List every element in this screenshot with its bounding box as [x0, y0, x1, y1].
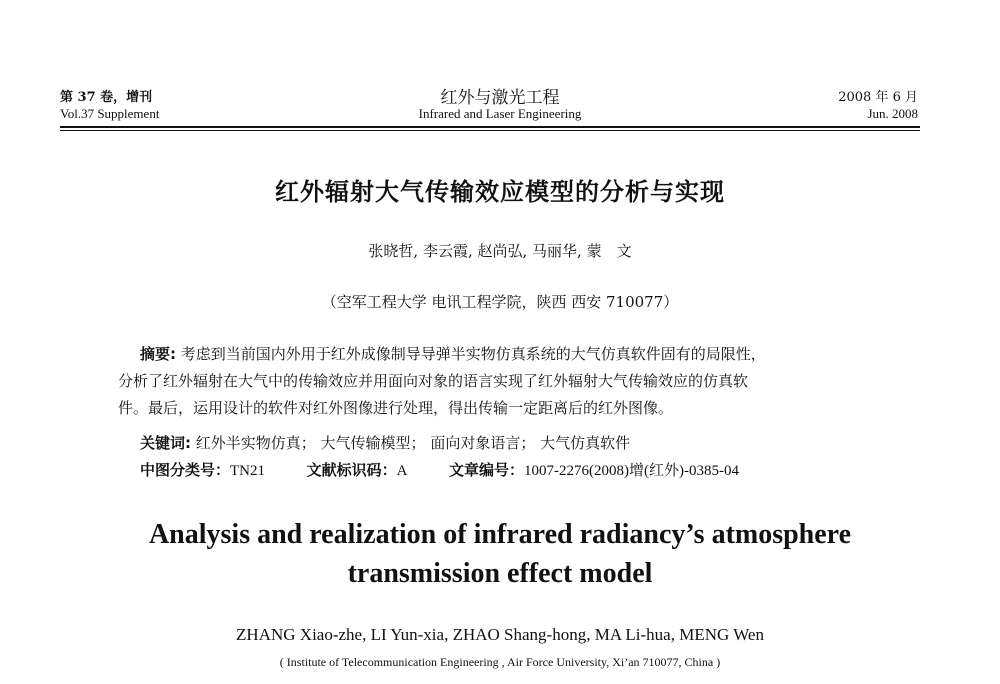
article-number-value: 1007-2276(2008)增(红外)-0385-04 — [524, 463, 739, 479]
keywords-label: 关键词: — [140, 434, 191, 452]
volume-label-en: Vol.37 Supplement — [60, 106, 160, 121]
doc-code-label: 文献标识码： — [306, 461, 397, 479]
header-rule-thick — [60, 126, 920, 128]
header-rule-thin — [60, 130, 920, 131]
keywords — [140, 432, 630, 453]
issue-date-en: Jun. 2008 — [867, 106, 918, 121]
paper-title-en-line-1: Analysis and realization of infrared radiancy’s atmosphere — [148, 519, 852, 550]
article-number-label: 文章编号： — [449, 461, 525, 479]
abstract — [118, 341, 908, 422]
keywords-text: 红外半实物仿真； 大气传输模型； 面向对象语言； 大气仿真软件 — [195, 434, 631, 452]
issue-date: 2008 年 6 月 — [838, 90, 918, 105]
volume-label: 第 37 卷，增刊 — [60, 90, 153, 105]
clc-label: 中图分类号： — [140, 461, 231, 479]
abstract-line-3: 件。最后，运用设计的软件对红外图像进行处理，得出传输一定距离后的红外图像。 — [118, 399, 674, 417]
authors-cn: 张晓哲, 李云霞, 赵尚弘, 马丽华, 蒙 文 — [368, 242, 632, 260]
journal-name: 红外与激光工程 — [440, 88, 560, 108]
affiliation-cn: （空军工程大学 电讯工程学院，陕西 西安 710077） — [321, 293, 679, 311]
classification-line — [140, 459, 739, 480]
journal-name-en: Infrared and Laser Engineering — [418, 106, 582, 121]
abstract-line-2: 分析了红外辐射在大气中的传输效应并用面向对象的语言实现了红外辐射大气传输效应的仿真软 — [118, 372, 749, 390]
clc-value: TN21 — [230, 463, 266, 479]
paper-title-cn: 红外辐射大气传输效应模型的分析与实现 — [275, 178, 725, 206]
abstract-label: 摘要: — [140, 345, 176, 363]
authors-en: ZHANG Xiao-zhe, LI Yun-xia, ZHAO Shang-hong, MA Li-hua, MENG Wen — [236, 625, 764, 644]
abstract-text-1: 考虑到当前国内外用于红外成像制导导弹半实物仿真系统的大气仿真软件固有的局限性， — [180, 345, 766, 363]
abstract-line-1 — [118, 341, 908, 368]
paper-title-en-line-2: transmission effect model — [347, 558, 653, 589]
doc-code-value: A — [396, 463, 408, 479]
affiliation-en: ( Institute of Telecommunication Engineering , Air Force University, Xi’an 710077, China ) — [279, 655, 721, 669]
